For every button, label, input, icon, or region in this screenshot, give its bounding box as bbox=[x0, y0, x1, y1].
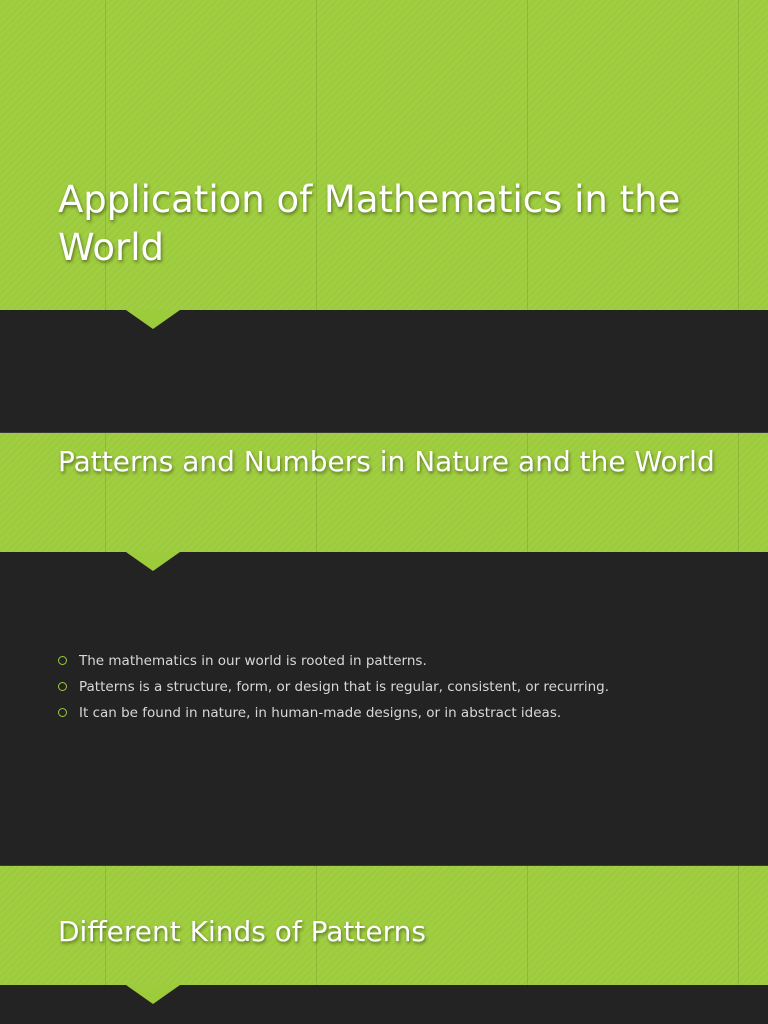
content-area bbox=[0, 985, 768, 1024]
title-band-notch bbox=[126, 985, 180, 1004]
slide-title: Different Kinds of Patterns bbox=[58, 915, 426, 948]
slide-title: Application of Mathematics in the World bbox=[58, 178, 681, 270]
slide-1 bbox=[0, 0, 768, 432]
content-area bbox=[0, 310, 768, 432]
slide-2 bbox=[0, 433, 768, 865]
title-band-notch bbox=[126, 552, 180, 571]
bullet-list bbox=[58, 648, 609, 726]
hollow-circle-bullet-icon bbox=[58, 656, 67, 665]
bullet-text: The mathematics in our world is rooted in patterns. bbox=[79, 653, 427, 669]
content-area bbox=[0, 552, 768, 865]
title-band-notch bbox=[126, 310, 180, 329]
bullet-text: Patterns is a structure, form, or design that is regular, consistent, or recurring. bbox=[79, 679, 609, 695]
bullet-item bbox=[58, 700, 609, 726]
slide-title: Patterns and Numbers in Nature and the World bbox=[58, 445, 715, 478]
hollow-circle-bullet-icon bbox=[58, 708, 67, 717]
hollow-circle-bullet-icon bbox=[58, 682, 67, 691]
bullet-item bbox=[58, 674, 609, 700]
bullet-item bbox=[58, 648, 609, 674]
slide-3 bbox=[0, 866, 768, 1024]
bullet-text: It can be found in nature, in human-made designs, or in abstract ideas. bbox=[79, 705, 562, 721]
